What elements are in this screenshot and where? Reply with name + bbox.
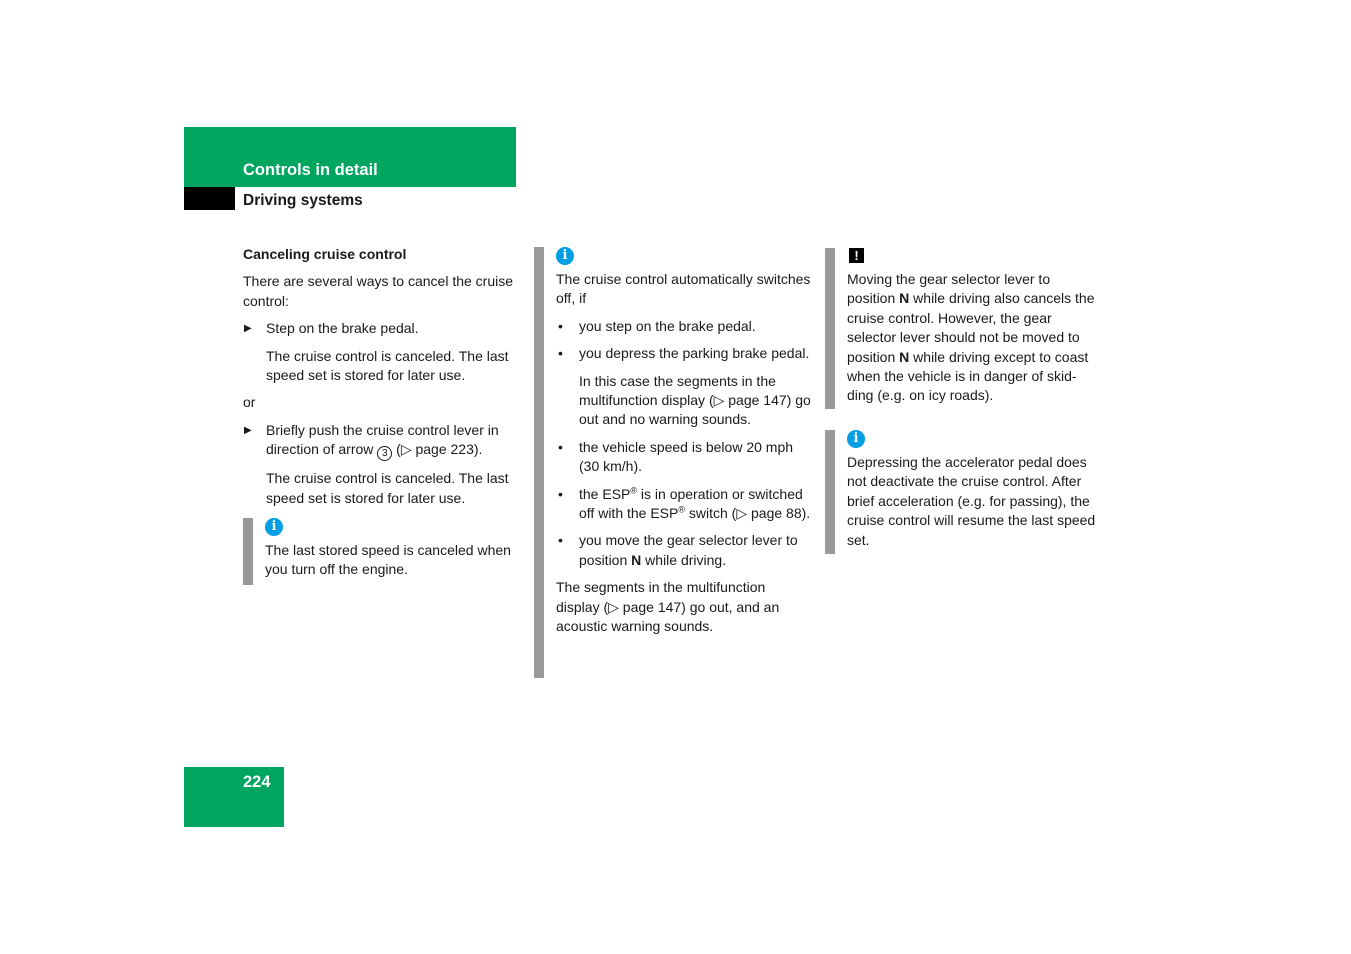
list-item [556,531,811,570]
warning-text [847,270,1102,406]
note-bar [825,430,835,554]
step-2-text-b: (▷ page 223). [392,441,483,458]
step-2-result: The cruise control is canceled. The last speed set is stored for later use. [266,470,509,506]
section-title: Controls in detail [243,161,378,179]
list-item-text: you depress the parking brake pedal. [579,345,810,362]
info-note-text: The last stored speed is canceled when you turn off the engine. [265,542,511,578]
auto-off-intro: The cruise control automatically switches off, if [556,271,811,307]
bullet-icon: • [558,438,563,455]
note-bar [243,518,253,585]
list-item [556,438,811,477]
or-text: or [243,394,256,411]
step-1-text: Step on the brake pedal. [266,320,419,337]
list-item-text: you step on the brake pedal. [579,317,756,334]
list-item-text: the ESP [579,485,631,502]
header-marker [184,187,235,210]
list-item [556,485,811,524]
sub-title: Driving systems [243,192,363,209]
bullet-icon: • [558,485,563,502]
list-item [556,317,811,336]
step-2-text-a: Briefly push the cruise control lever in direction of arrow [266,421,499,458]
arrow-number-circle: 3 [377,446,392,461]
registered-mark: ® [630,485,638,495]
list-item-text: is in operation or switched off with the ESP [579,485,803,522]
step-arrow-icon: ▶ [244,424,252,436]
registered-mark: ® [678,504,685,515]
warning-text-part: Moving the gear selector lever to position [847,271,1051,307]
column-left [243,245,518,508]
intro-text: There are several ways to cancel the cruise control: [243,273,514,309]
info-icon: i [265,518,283,536]
list-item [556,344,811,363]
bullet-icon: • [558,345,563,362]
gear-position: N [899,290,910,307]
step-1 [243,319,518,338]
list-item-text: switch (▷ page 88). [685,505,811,522]
note-bar [534,247,544,678]
step-1-result: The cruise control is canceled. The last speed set is stored for later use. [266,347,509,384]
warning-text-part: while driving also cancels the cruise control. However, the gear selector lever should not be moved to position [847,290,1095,365]
info-icon: i [847,430,865,448]
heading-canceling: Canceling cruise control [243,246,407,262]
list-item-detail: In this case the segments in the multifunction display (▷ page 147) go out and no warning sounds. [579,372,811,428]
gear-position: N [899,348,910,365]
warning-icon: ! [849,248,864,263]
bullet-icon: • [558,317,563,334]
list-item-text: the vehicle speed is below 20 mph (30 km/h). [579,438,794,475]
step-arrow-icon: ▶ [244,323,252,335]
warning-text-part: while driving except to coast when the vehicle is in danger of skid-ding (e.g. on icy roads). [847,348,1089,404]
bullet-icon: • [558,532,563,549]
list-item-text: while driving. [641,551,727,568]
gear-position: N [631,551,642,568]
step-2 [243,421,518,461]
info-accelerator-text: Depressing the accelerator pedal does not deactivate the cruise control. After brief acceleration (e.g. for passing), the cruise control will resume the last speed set. [847,454,1096,548]
info-icon: i [556,247,574,265]
list-item-text: you move the gear selector lever to position [579,532,798,568]
auto-off-outro: The segments in the multifunction display (▷ page 147) go out, and an acoustic warning sounds. [556,579,780,635]
note-bar [825,248,835,409]
page-number: 224 [243,773,271,791]
